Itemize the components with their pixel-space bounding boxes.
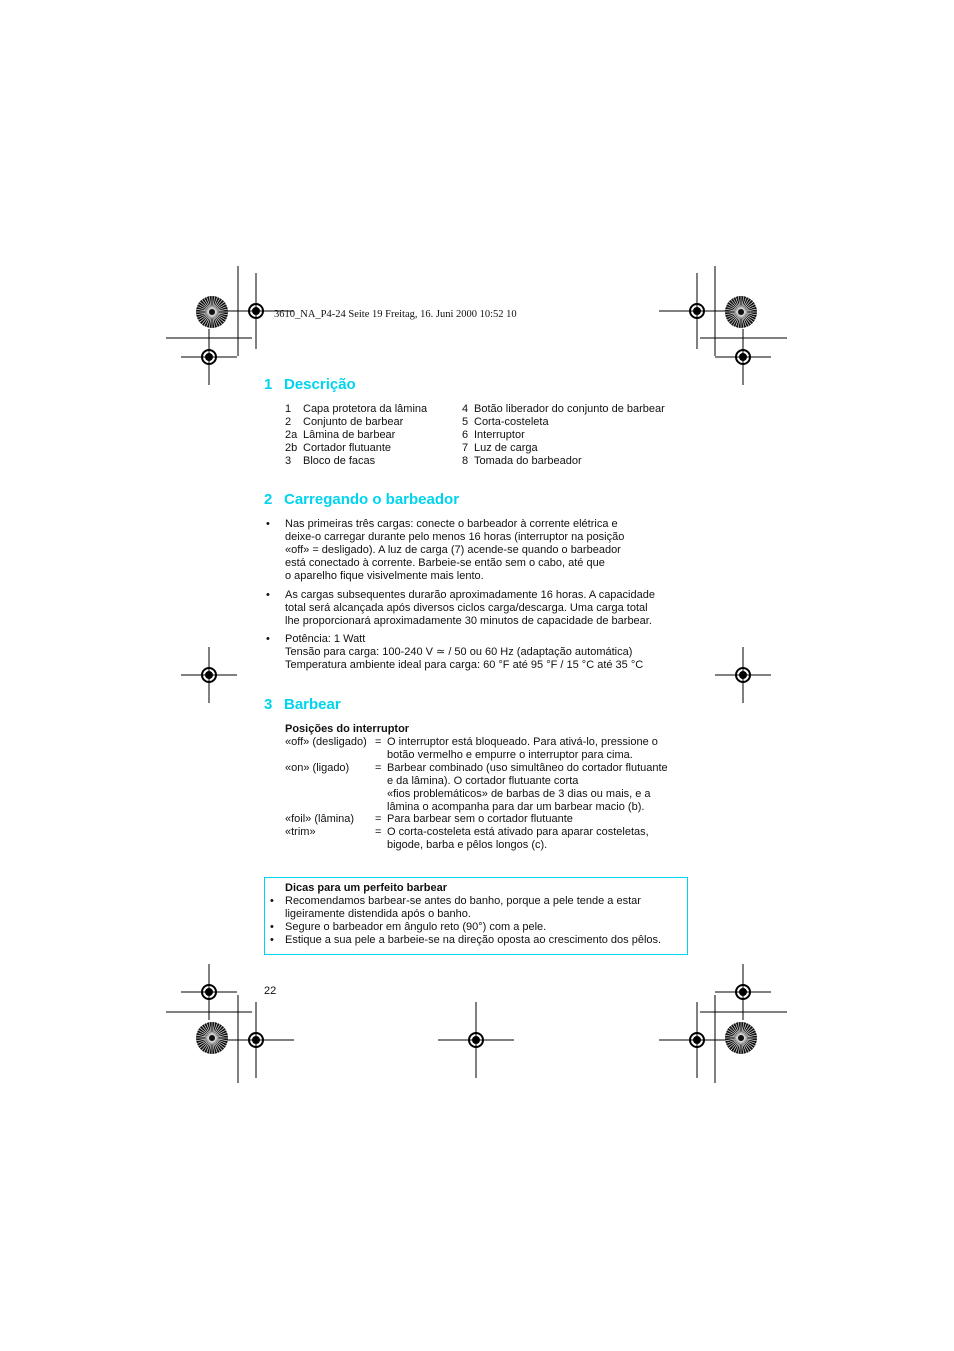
tip-line: ligeiramente distendida após o banho. xyxy=(285,908,471,920)
tip-line: Segure o barbeador em ângulo reto (90°) com a pele. xyxy=(285,921,547,933)
part-label: Botão liberador do conjunto de barbear xyxy=(474,403,665,415)
switch-description-line: O interruptor está bloqueado. Para ativá-lo, pressione o xyxy=(387,736,658,748)
bullet-paragraph xyxy=(285,518,695,583)
color-wheel-mark xyxy=(725,1022,757,1054)
part-label: Corta-costeleta xyxy=(474,416,549,428)
bullet-line: Temperatura ambiente ideal para carga: 60 °F até 95 °F / 15 °C até 35 °C xyxy=(285,659,644,671)
part-item xyxy=(462,442,665,455)
tip-line: Estique a sua pele a barbeie-se na direção oposta ao crescimento dos pêlos. xyxy=(285,934,662,946)
color-wheel-mark xyxy=(725,296,757,328)
part-item xyxy=(462,455,665,468)
registration-mark xyxy=(715,329,771,385)
switch-description-line: lâmina o acompanha para dar um barbear macio (b). xyxy=(387,801,645,813)
switch-description-line: «fios problemáticos» de barbas de 3 dias ou mais, e a xyxy=(387,788,651,800)
part-number: 7 xyxy=(462,442,469,454)
part-number: 2b xyxy=(285,442,298,454)
bullet-line: está conectado à corrente. Barbeie-se então sem o cabo, até que xyxy=(285,557,605,569)
bullet-marker: • xyxy=(266,518,270,530)
part-number: 2 xyxy=(285,416,292,428)
section-1-title: Descrição xyxy=(284,376,356,393)
part-item xyxy=(285,416,427,429)
switch-equals: = xyxy=(375,762,382,774)
part-number: 3 xyxy=(285,455,292,467)
tip-text xyxy=(285,895,695,921)
part-number: 5 xyxy=(462,416,469,428)
switch-description-line: bigode, barba e pêlos longos (c). xyxy=(387,839,548,851)
registration-mark xyxy=(218,1002,294,1078)
registration-mark xyxy=(181,329,237,385)
tip-text xyxy=(285,921,695,934)
switch-description-line: botão vermelho e empurre o interruptor para cima. xyxy=(387,749,633,761)
switch-equals: = xyxy=(375,813,382,825)
bullet-line: «off» = desligado). A luz de carga (7) acende-se quando o barbeador xyxy=(285,544,621,556)
part-number: 1 xyxy=(285,403,292,415)
section-3-title: Barbear xyxy=(284,696,341,713)
bullet-line: lhe proporcionará aproximadamente 30 minutos de capacidade de barbear. xyxy=(285,615,652,627)
switch-equals: = xyxy=(375,826,382,838)
part-label: Conjunto de barbear xyxy=(303,416,404,428)
switch-description xyxy=(387,826,649,852)
section-1-heading xyxy=(264,376,356,393)
part-label: Bloco de facas xyxy=(303,455,376,467)
parts-list-col1 xyxy=(285,403,427,468)
part-label: Luz de carga xyxy=(474,442,538,454)
bullet-line: total será alcançada após diversos ciclos carga/descarga. Uma carga total xyxy=(285,602,648,614)
bullet-line: o aparelho fique visivelmente mais lento. xyxy=(285,570,484,582)
switch-description-line: O corta-costeleta está ativado para aparar costeletas, xyxy=(387,826,649,838)
switch-description xyxy=(387,813,573,826)
section-3-heading xyxy=(264,696,341,713)
part-label: Cortador flutuante xyxy=(303,442,392,454)
part-label: Interruptor xyxy=(474,429,525,441)
switch-positions-subtitle: Posições do interruptor xyxy=(285,723,410,735)
registration-mark xyxy=(715,647,771,703)
switch-description xyxy=(387,762,668,814)
switch-label: «foil» (lâmina) xyxy=(285,813,355,825)
registration-mark xyxy=(659,1002,735,1078)
switch-label: «trim» xyxy=(285,826,316,838)
switch-label: «on» (ligado) xyxy=(285,762,350,774)
part-label: Lâmina de barbear xyxy=(303,429,396,441)
page-number: 22 xyxy=(264,985,277,997)
registration-mark xyxy=(438,1002,514,1078)
section-3-number: 3 xyxy=(264,696,273,713)
print-header: 3610_NA_P4-24 Seite 19 Freitag, 16. Juni 2000 10:52 10 xyxy=(274,309,517,320)
registration-mark xyxy=(181,647,237,703)
section-2-title: Carregando o barbeador xyxy=(284,491,460,508)
tip-bullet: • xyxy=(270,895,274,907)
bullet-line: deixe-o carregar durante pelo menos 16 horas (interruptor na posição xyxy=(285,531,625,543)
part-number: 8 xyxy=(462,455,469,467)
switch-description xyxy=(387,736,658,762)
part-item xyxy=(285,442,427,455)
bullet-line: As cargas subsequentes durarão aproximadamente 16 horas. A capacidade xyxy=(285,589,655,601)
bullet-paragraph xyxy=(285,633,695,672)
bullet-paragraph xyxy=(285,589,695,628)
bullet-marker: • xyxy=(266,633,270,645)
section-2-number: 2 xyxy=(264,491,273,508)
bullet-line: Potência: 1 Watt xyxy=(285,633,366,645)
part-number: 2a xyxy=(285,429,298,441)
tips-title: Dicas para um perfeito barbear xyxy=(285,882,448,894)
switch-equals: = xyxy=(375,736,382,748)
part-item xyxy=(462,429,665,442)
bullet-marker: • xyxy=(266,589,270,601)
part-number: 4 xyxy=(462,403,469,415)
part-label: Capa protetora da lâmina xyxy=(303,403,428,415)
bullet-line: Nas primeiras três cargas: conecte o barbeador à corrente elétrica e xyxy=(285,518,618,530)
part-label: Tomada do barbeador xyxy=(474,455,582,467)
switch-description-line: Barbear combinado (uso simultâneo do cortador flutuante xyxy=(387,762,668,774)
tip-bullet: • xyxy=(270,934,274,946)
switch-description-line: e da lâmina). O cortador flutuante corta xyxy=(387,775,579,787)
tip-line: Recomendamos barbear-se antes do banho, porque a pele tende a estar xyxy=(285,895,641,907)
part-number: 6 xyxy=(462,429,469,441)
tip-bullet: • xyxy=(270,921,274,933)
section-1-number: 1 xyxy=(264,376,273,393)
switch-description-line: Para barbear sem o cortador flutuante xyxy=(387,813,573,825)
bullet-line: Tensão para carga: 100-240 V ≃ / 50 ou 60 Hz (adaptação automática) xyxy=(285,646,633,658)
part-item xyxy=(285,429,427,442)
section-2-heading xyxy=(264,491,459,508)
part-item xyxy=(462,416,665,429)
switch-label: «off» (desligado) xyxy=(285,736,367,748)
part-item xyxy=(285,403,427,416)
part-item xyxy=(285,455,427,468)
color-wheel-mark xyxy=(196,296,228,328)
part-item xyxy=(462,403,665,416)
color-wheel-mark xyxy=(196,1022,228,1054)
tip-text xyxy=(285,934,695,947)
parts-list-col2 xyxy=(462,403,665,468)
